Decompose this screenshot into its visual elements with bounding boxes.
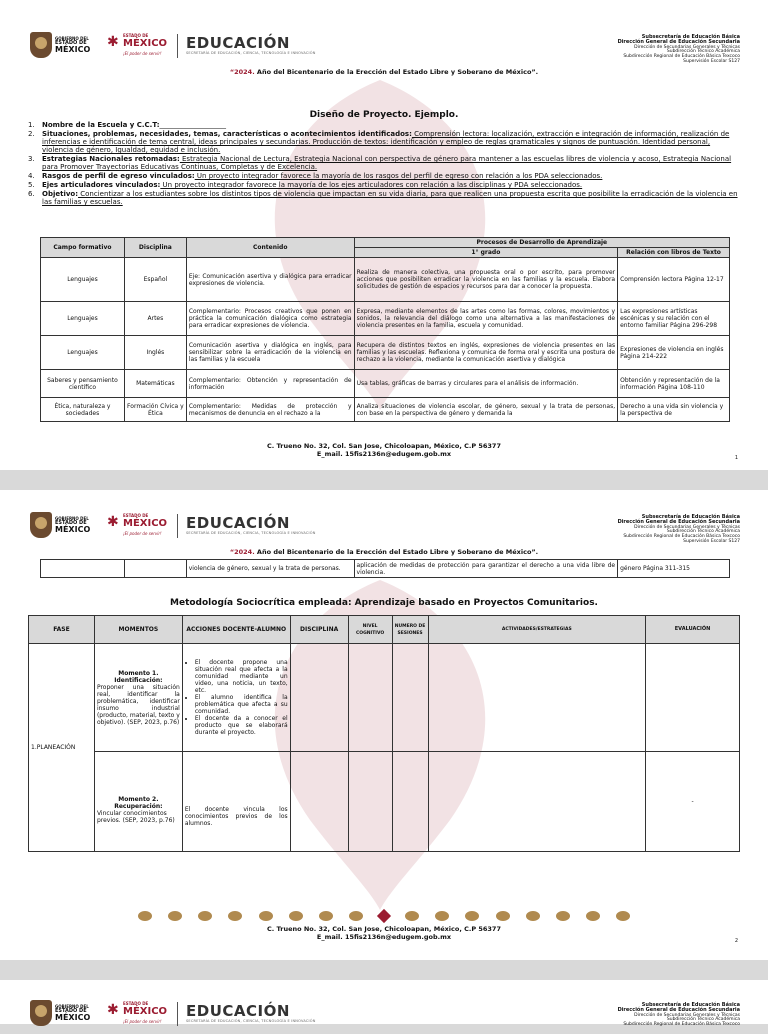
- cell-relacion: Derecho a una vida sin violencia y la perspectiva de: [618, 398, 730, 422]
- cell-actividades: [428, 752, 646, 852]
- gob-line-1: GOBIERNO DEL: [55, 515, 89, 521]
- col-header-contenido: Contenido: [186, 238, 354, 258]
- momento-2-action: El docente vincula los conocimientos previos de los alumnos.: [184, 806, 288, 827]
- ornament-icon: [228, 911, 242, 921]
- estado-logo: [107, 1000, 171, 1028]
- page-number: 2: [734, 938, 738, 944]
- document-page-1: [0, 0, 768, 470]
- table-row: [41, 370, 730, 398]
- cell-campo: Saberes y pensamiento científico: [41, 370, 125, 398]
- cell-momento-1: [94, 644, 182, 752]
- estado-mark-icon: ✱: [107, 1002, 119, 1018]
- ornament-icon: [349, 911, 363, 921]
- office-line: Dirección General de Educación Secundaria: [617, 39, 740, 46]
- office-line: Subsecretaría de Educación Básica: [641, 514, 740, 520]
- edo-big: MÉXICO: [123, 1006, 168, 1017]
- list-item: [28, 172, 740, 180]
- item-number: 4.: [28, 172, 35, 180]
- ornament-icon: [289, 911, 303, 921]
- edu-subtitle: SECRETARÍA DE EDUCACIÓN, CIENCIA, TECNOLOGÍA E INNOVACIÓN: [186, 51, 316, 55]
- list-item: [28, 121, 740, 129]
- cell-disciplina: Artes: [124, 302, 186, 336]
- col-header-momentos: MOMENTOS: [94, 616, 182, 644]
- item-label: Ejes articuladores vinculados:: [42, 181, 161, 189]
- office-line: Subsecretaría de Educación Básica: [641, 34, 740, 40]
- cell-campo: Ética, naturaleza y sociedades: [41, 398, 125, 422]
- state-shield-icon: [30, 512, 52, 538]
- table-row: [41, 258, 730, 302]
- cell-proceso: Recupera de distintos textos en inglés, expresiones de violencia presentes en las familias y las escuelas. Reflexiona y comunica de forma oral y escrita una postura de rechazo a la violencia, mediante la comunicación asertiva y dialógica: [354, 336, 618, 370]
- educacion-logo: [186, 516, 316, 535]
- page-header: [0, 480, 768, 546]
- cell-relacion: género Página 311-315: [618, 560, 730, 578]
- cell-actividades: [428, 644, 646, 752]
- item-label: Objetivo:: [42, 190, 79, 198]
- cell-evaluacion: -: [646, 752, 740, 852]
- gob-line-1: GOBIERNO DEL: [55, 1003, 89, 1009]
- header-divider: [177, 514, 178, 538]
- cell-numero: [392, 752, 428, 852]
- ornament-icon: [465, 911, 479, 921]
- item-label: Estrategias Nacionales retomadas:: [42, 155, 180, 163]
- acciones-list: [185, 659, 288, 736]
- gobierno-logo: [30, 512, 90, 538]
- edo-small: ESTADO DE: [123, 513, 149, 518]
- office-line: Supervisión Escolar S127: [683, 58, 740, 64]
- item-text: Concientizar a los estudiantes sobre los distintos tipos de violencia que impactan en su vida diaria, para que realicen una propuesta escrita que posibilite la erradicación de la violencia en las familias y escuelas.: [42, 190, 738, 206]
- item-number: 5.: [28, 181, 35, 189]
- state-shield-icon: [30, 1000, 52, 1026]
- col-header-acciones: ACCIONES DOCENTE-ALUMNO: [182, 616, 290, 644]
- cell-campo: Lenguajes: [41, 258, 125, 302]
- cell-relacion: Obtención y representación de la información Página 108-110: [618, 370, 730, 398]
- project-items: [28, 121, 740, 207]
- item-text: Estrategia Nacional de Lectura, Estrategia Nacional con perspectiva de género para mantener a las escuelas libres de violencia y acoso, Estrategia Nacional para Promover Trayectorias Educativas Continuas, Completas y de Excelencia.: [42, 155, 732, 171]
- gob-line-2: ESTADO DE: [55, 39, 87, 46]
- header-offices: [618, 515, 740, 544]
- momento-2-title: Momento 2. Recuperación:: [114, 795, 163, 810]
- item-label: Nombre de la Escuela y C.C.T:: [42, 121, 160, 129]
- gob-line-1: GOBIERNO DEL: [55, 35, 89, 41]
- ornament-icon: [616, 911, 630, 921]
- estado-logo: [107, 32, 171, 60]
- page-header: [0, 968, 768, 1034]
- gobierno-logo: [30, 32, 90, 58]
- cell-relacion: Comprensión lectora Página 12-17: [618, 258, 730, 302]
- office-line: Dirección de Secundarias Generales y Técnicas: [634, 1012, 740, 1018]
- table-row: [29, 752, 740, 852]
- office-line: Dirección General de Educación Secundaria: [617, 519, 740, 526]
- list-item: • El docente da a conocer el producto que se elaborará durante el proyecto.: [195, 715, 288, 736]
- edu-subtitle: SECRETARÍA DE EDUCACIÓN, CIENCIA, TECNOLOGÍA E INNOVACIÓN: [186, 531, 316, 535]
- motto: [0, 68, 768, 76]
- motto-text: Año del Bicentenario de la Erección del Estado Libre y Soberano de México”.: [254, 548, 539, 556]
- cell-disciplina: [124, 560, 186, 578]
- col-header-numero: NUMERO DE SESIONES: [392, 616, 428, 644]
- list-item: [28, 181, 740, 189]
- cell-acciones-2: [182, 752, 290, 852]
- cell-evaluacion: [646, 644, 740, 752]
- header-divider: [177, 1002, 178, 1026]
- col-header-relacion: Relación con libros de Texto: [618, 248, 730, 258]
- office-line: Subdirección Técnico Académica: [666, 49, 740, 55]
- motto-year: “2024.: [229, 548, 255, 556]
- office-line: Dirección de Secundarias Generales y Técnicas: [634, 524, 740, 530]
- table-row: [41, 398, 730, 422]
- item-label: Rasgos de perfil de egreso vinculados:: [42, 172, 195, 180]
- edo-tagline: ¡El poder de servir!: [123, 51, 162, 56]
- cell-nivel: [348, 752, 392, 852]
- pda-table: [40, 237, 730, 422]
- cell-fase: 1.PLANEACIÓN: [29, 644, 95, 852]
- item-number: 1.: [28, 121, 35, 129]
- cell-relacion: Expresiones de violencia en inglés Página 214-222: [618, 336, 730, 370]
- office-line: Subsecretaría de Educación Básica: [641, 1002, 740, 1008]
- footer-email: E_mail. 15fis2136n@edugem.gob.mx: [316, 933, 452, 941]
- list-item: [28, 155, 740, 171]
- page-footer: [0, 442, 768, 458]
- footer-address: C. Trueno No. 32, Col. San Jose, Chicoloapan, México, C.P 56377: [267, 925, 501, 933]
- list-item: • El docente propone una situación real que afecta a la comunidad mediante un video, una noticia, un texto, etc.: [195, 659, 288, 694]
- table-row: [41, 560, 730, 578]
- office-line: Dirección General de Educación Secundaria: [617, 1007, 740, 1014]
- gob-line-2: ESTADO DE: [55, 1007, 87, 1014]
- cell-disciplina: [290, 752, 348, 852]
- cell-campo: Lenguajes: [41, 302, 125, 336]
- motto-text: Año del Bicentenario de la Erección del Estado Libre y Soberano de México”.: [254, 68, 539, 76]
- list-item: [28, 190, 740, 206]
- office-line: Subdirección Regional de Educación Básica Texcoco: [623, 533, 740, 539]
- item-label: Situaciones, problemas, necesidades, temas, características o acontecimientos identificados:: [42, 130, 412, 138]
- document-page-2: [0, 490, 768, 960]
- item-text: Un proyecto integrador favorece la mayoría de los ejes articuladores con relación a las disciplinas y PDA seleccionados.: [160, 181, 583, 189]
- cell-momento-2: [94, 752, 182, 852]
- document-page-3: [0, 980, 768, 1027]
- motto-year: “2024.: [229, 68, 255, 76]
- cell-numero: [392, 644, 428, 752]
- edo-big: MÉXICO: [123, 518, 168, 529]
- col-header-actividades: ACTIVIDADES/ESTRATEGIAS: [428, 616, 646, 644]
- item-text: Comprensión lectora: localización, extracción e integración de información, realización de inferencias e identificación de tema central, ideas principales y secundarias. Producción de textos: identificación y empleo de reglas gramaticales y signos de puntuación. Identidad personal, violencia de género, Igualdad, equidad e inclusión.: [42, 130, 730, 154]
- page-title: Diseño de Proyecto. Ejemplo.: [309, 110, 459, 120]
- table-row: [41, 302, 730, 336]
- gobierno-logo: [30, 1000, 90, 1026]
- ornament-icon: [556, 911, 570, 921]
- cell-contenido: Comunicación asertiva y dialógica en inglés, para sensibilizar sobre la erradicación de la violencia en las familias y la escuela: [186, 336, 354, 370]
- item-number: 3.: [28, 155, 35, 163]
- office-line: Dirección de Secundarias Generales y Técnicas: [634, 44, 740, 50]
- estado-logo: [107, 512, 171, 540]
- cell-relacion: Las expresiones artísticas escénicas y su relación con el entorno familiar Página 296-298: [618, 302, 730, 336]
- col-header-grado: 1° grado: [354, 248, 618, 258]
- item-text: Un proyecto integrador favorece la mayoría de los rasgos del perfil de egreso con relación a los PDA seleccionados.: [194, 172, 603, 180]
- cell-nivel: [348, 644, 392, 752]
- estado-mark-icon: ✱: [107, 514, 119, 530]
- col-header-procesos: Procesos de Desarrollo de Aprendizaje: [354, 238, 729, 248]
- col-header-evaluacion: EVALUACIÓN: [646, 616, 740, 644]
- item-number: 2.: [28, 130, 35, 138]
- list-item: [28, 130, 740, 154]
- header-offices: [618, 1003, 740, 1028]
- methodology-table: [28, 615, 740, 852]
- office-line: Subdirección Técnico Académica: [666, 529, 740, 535]
- cell-contenido: Eje: Comunicación asertiva y dialógica para erradicar expresiones de violencia.: [186, 258, 354, 302]
- cell-contenido: Complementario: Obtención y representación de información: [186, 370, 354, 398]
- gob-line-3: MÉXICO: [55, 524, 91, 534]
- momento-1-title: Momento 1. Identificación:: [114, 669, 163, 684]
- ornament-icon: [198, 911, 212, 921]
- gob-line-3: MÉXICO: [55, 44, 91, 54]
- header-divider: [177, 34, 178, 58]
- item-text: ___________________: [159, 121, 227, 129]
- cell-disciplina: Matemáticas: [124, 370, 186, 398]
- edu-title: EDUCACIÓN: [186, 1002, 290, 1020]
- ornament-center-icon: [377, 909, 391, 923]
- cell-disciplina: Formación Cívica y Ética: [124, 398, 186, 422]
- col-header-fase: FASE: [29, 616, 95, 644]
- page-header: [0, 0, 768, 66]
- momento-1-text: Proponer una situación real, identificar la problemática, identificar insumo industrial (producto, material, texto y objetivo). (SEP, 2023, p.76): [96, 683, 180, 726]
- table-row: [29, 644, 740, 752]
- office-line: Supervisión Escolar S127: [683, 538, 740, 544]
- col-header-disciplina: Disciplina: [124, 238, 186, 258]
- decorative-border: [138, 909, 630, 923]
- edo-tagline: ¡El poder de servir!: [123, 1019, 162, 1024]
- col-header-nivel: NIVEL COGNITIVO: [348, 616, 392, 644]
- edu-subtitle: SECRETARÍA DE EDUCACIÓN, CIENCIA, TECNOLOGÍA E INNOVACIÓN: [186, 1019, 316, 1023]
- cell-proceso: Analiza situaciones de violencia escolar, de género, sexual y la trata de personas, con base en la perspectiva de género y demanda la: [354, 398, 618, 422]
- cell-proceso: Realiza de manera colectiva, una propuesta oral o por escrito, para promover acciones que posibiliten erradicar la violencia en las familias y la escuela. Elabora solicitudes de gestión de espacios y recursos para dar a conocer la propuesta.: [354, 258, 618, 302]
- educacion-logo: [186, 1004, 316, 1023]
- col-header-disciplina: DISCIPLINA: [290, 616, 348, 644]
- office-line: Subdirección Regional de Educación Básica Texcoco: [623, 53, 740, 59]
- ornament-icon: [405, 911, 419, 921]
- ornament-icon: [526, 911, 540, 921]
- cell-contenido: violencia de género, sexual y la trata de personas.: [186, 560, 354, 578]
- state-shield-icon: [30, 32, 52, 58]
- footer-email: E_mail. 15fis2136n@edugem.gob.mx: [316, 450, 452, 458]
- cell-campo: [41, 560, 125, 578]
- ornament-icon: [319, 911, 333, 921]
- edo-small: ESTADO DE: [123, 33, 149, 38]
- gob-line-3: MÉXICO: [55, 1012, 91, 1022]
- list-item: • El alumno identifica la problemática que afecta a su comunidad.: [195, 694, 288, 715]
- page-number: 1: [734, 455, 738, 461]
- educacion-logo: [186, 36, 316, 55]
- ornament-icon: [138, 911, 152, 921]
- edo-big: MÉXICO: [123, 38, 168, 49]
- footer-address: C. Trueno No. 32, Col. San Jose, Chicoloapan, México, C.P 56377: [267, 442, 501, 450]
- ornament-icon: [168, 911, 182, 921]
- cell-contenido: Complementario: Procesos creativos que ponen en práctica la comunicación dialógica como estrategia para erradicar expresiones de violencia.: [186, 302, 354, 336]
- page-footer: [0, 925, 768, 941]
- ornament-icon: [496, 911, 510, 921]
- cell-proceso: aplicación de medidas de protección para garantizar el derecho a una vida libre de violencia.: [354, 560, 618, 578]
- cell-disciplina: Español: [124, 258, 186, 302]
- methodology-title: Metodología Sociocrítica empleada: Aprendizaje basado en Proyectos Comunitarios.: [170, 598, 598, 608]
- cell-proceso: Expresa, mediante elementos de las artes como las formas, colores, movimientos y sonidos, la relevancia del diálogo como una alternativa a las manifestaciones de violencia presentes en la familia, escuela y comunidad.: [354, 302, 618, 336]
- estado-mark-icon: ✱: [107, 34, 119, 50]
- pda-table-continued: [40, 559, 730, 578]
- momento-2-text: Vincular conocimientos previos. (SEP, 2023, p.76): [96, 809, 175, 824]
- item-number: 6.: [28, 190, 35, 198]
- office-line: Subdirección Regional de Educación Básica Texcoco: [623, 1021, 740, 1027]
- table-row: [41, 336, 730, 370]
- ornament-icon: [586, 911, 600, 921]
- ornament-icon: [435, 911, 449, 921]
- office-line: Subdirección Técnico Académica: [666, 1017, 740, 1023]
- edu-title: EDUCACIÓN: [186, 34, 290, 52]
- cell-disciplina: Inglés: [124, 336, 186, 370]
- motto: [0, 548, 768, 556]
- edo-tagline: ¡El poder de servir!: [123, 531, 162, 536]
- cell-disciplina: [290, 644, 348, 752]
- gob-line-2: ESTADO DE: [55, 519, 87, 526]
- edo-small: ESTADO DE: [123, 1001, 149, 1006]
- ornament-icon: [259, 911, 273, 921]
- cell-campo: Lenguajes: [41, 336, 125, 370]
- cell-acciones-1: [182, 644, 290, 752]
- cell-proceso: Usa tablas, gráficas de barras y circulares para el análisis de información.: [354, 370, 618, 398]
- col-header-campo: Campo formativo: [41, 238, 125, 258]
- header-offices: [618, 35, 740, 64]
- cell-contenido: Complementario: Medidas de protección y mecanismos de denuncia en el rechazo a la: [186, 398, 354, 422]
- edu-title: EDUCACIÓN: [186, 514, 290, 532]
